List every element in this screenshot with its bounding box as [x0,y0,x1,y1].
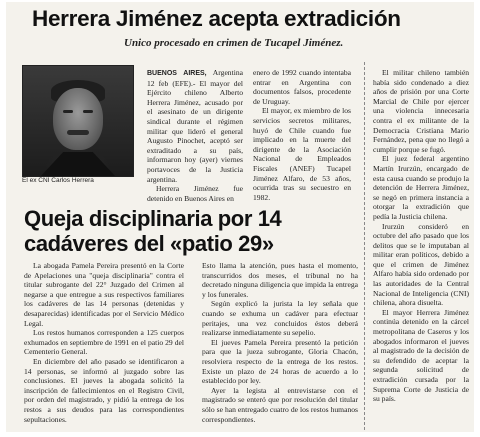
paragraph: Herrera Jiménez fue detenido en Buenos Aires en [147,184,243,203]
article1-column-3 [373,68,469,404]
photo-carlos-herrera [22,65,134,177]
paragraph: Ayer la legista al entrevistarse con el magistrado se enteró que por resolución del titular sólo se han entregado cuatro de los restos humanos correspondientes. [202,385,358,424]
photo-caption: El ex CNI Carlos Herrera [22,177,94,184]
headline-queja-disciplinaria [24,206,364,256]
dateline: BUENOS AIRES, [147,70,207,77]
paragraph: enero de 1992 cuando intentaba entrar en Argentina con documentos falsos, procedente de Uruguay. [253,68,351,106]
article2-column-2 [202,261,358,424]
headline-line-2: cadáveres del «patio 29» [24,231,274,256]
paragraph: El mayor, ex miembro de los servicios secretos militares, huyó de Chile cuando fue implicado en la muerte del dirigente de la Asociación Nacional de Empleados Fiscales (ANEF) Tucapel Jiménez Alfaro, de 53 años, ocurrida tras su secuestro en 1982. [253,106,351,202]
paragraph: El militar chileno también había sido condenado a diez años de prisión por una Corte Marcial de Chile por ejercer una violencia innecesaria contra el ex militante de la Democracia Cristiana Mario Fernández, pena que no llegó a cumplir porque se fugó. [373,68,469,154]
article1-column-2 [253,68,351,202]
paragraph: En diciembre del año pasado se identificaron a 14 personas, se informó al juzgado sobre las conclusiones. El jueves la abogada solicitó la inscripción de fallecimientos en el Registro Civil, por orden del magistrado, y pidió la entrega de los restos a sus deudos para las correspondientes sepultaciones. [24,356,184,424]
paragraph: Según explicó la jurista la ley señala que cuando se exhuma un cadáver para efectuar peritajes, una vez concluidos éstos deberá realizarse inmediatamente su sepelio. [202,299,358,338]
column-divider [364,62,365,430]
headline-extradicion: Herrera Jiménez acepta extradición [32,6,401,31]
paragraph: El jueves Pamela Pereira presentó la petición para que la jueza subrogante, Gloria Chacón, resolviera respecto de la entrega de los restos. Existe un plazo de 24 horas de acuerdo a lo establecido por ley. [202,337,358,386]
article2-column-1 [24,261,184,424]
paragraph: El mayor Herrera Jiménez continúa detenido en la cárcel metropolitana de Caseros y los abogados informaron el jueves al magistrado de la decisión de su defendido de aceptar la segunda solicitud de extradición cursada por la Suprema Corte de Justicia de su país. [373,307,469,404]
paragraph: La abogada Pamela Pereira presentó en la Corte de Apelaciones una "queja disciplinaria" contra el titular subrogante del 22° Juzgado del Crimen al negarse a que entregue a sus respectivos familiares los cadáveres de las 14 personas (detenidas y desaparecidas) identificadas por el Servicio Médico Legal. [24,261,184,328]
headline-line-1: Queja disciplinaria por 14 [24,206,282,231]
newspaper-clipping [6,2,474,432]
paragraph: Irurzún consideró en octubre del año pasado que los delitos que se le imputaban al militar eran políticos, debido a que el crimen de Jiménez Alfaro había sido ordenado por las autoridades de la Central Nacional de Inteligencia (CNI) chilena, ahora disuelta. [373,221,469,308]
paragraph: Los restos humanos corresponden a 125 cuerpos exhumados en septiembre de 1991 en el patio 29 del Cementerio General. [24,328,184,357]
subheadline: Unico procesado en crimen de Tucapel Jiménez. [124,37,344,49]
paragraph: El juez federal argentino Martín Irurzún, encargado de esta causa cuando se produjo la detención de Herrera Jiménez, se negó en primera instancia a otorgar la extradición que pedía la Justicia chilena. [373,154,469,221]
article1-column-1 [147,68,243,203]
paragraph: Esto llama la atención, pues hasta el momento, transcurridos dos meses, el tribunal no ha decretado ninguna diligencia que impida la entrega y los funerales. [202,261,358,299]
paragraph: Argentina 12 feb (EFE).- El mayor del Ejército chileno Alberto Herrera Jiménez, acusado por el asesinato de un dirigente sindical durante el régimen militar que lideró el general Augusto Pinochet, aceptó ser extraditado a su país, informaron hoy (ayer) viernes portavoces de la Justicia argentina. [147,68,243,184]
